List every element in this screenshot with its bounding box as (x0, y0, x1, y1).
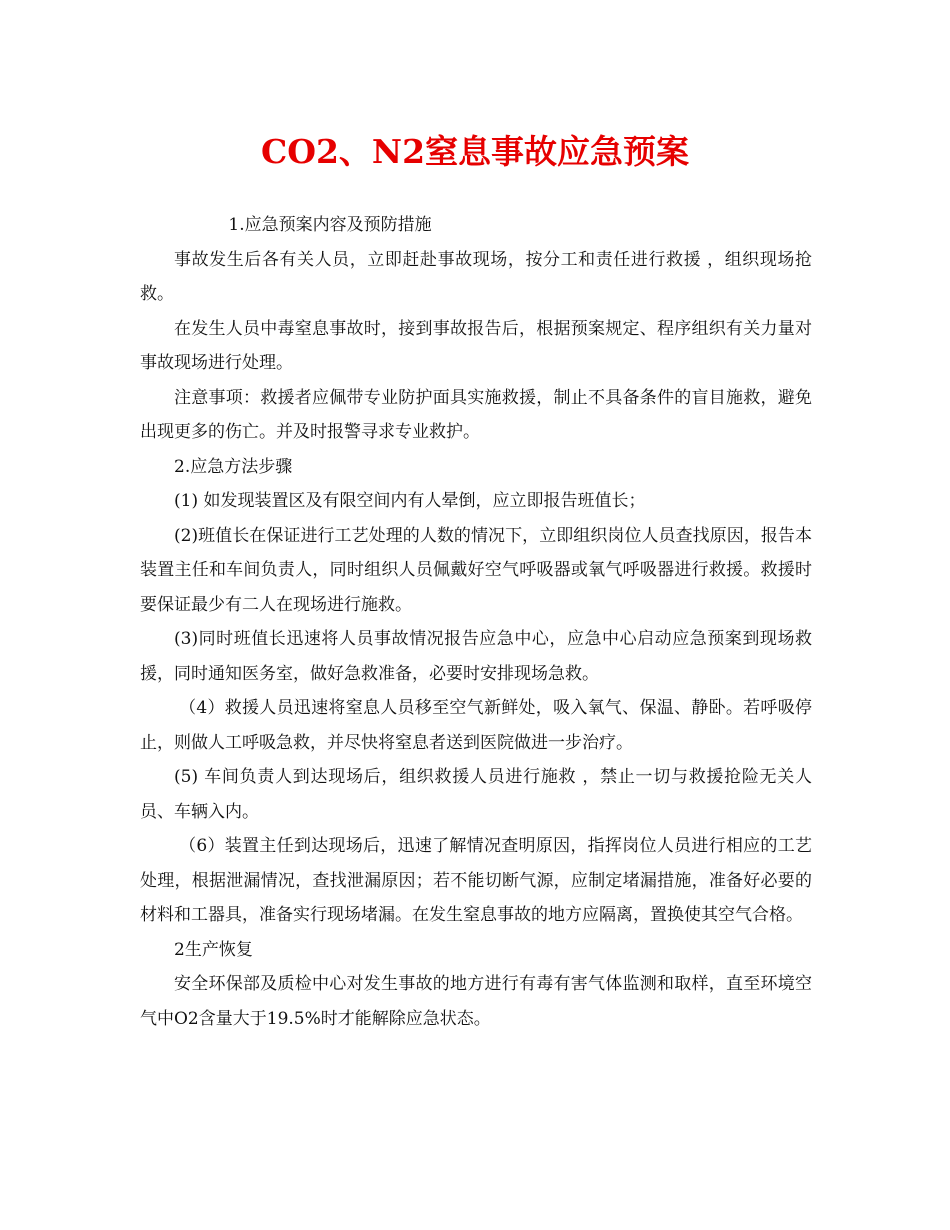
paragraph: (1) 如发现装置区及有限空间内有人晕倒，应立即报告班值长； (174, 491, 646, 511)
section-heading: 2.应急方法步骤 (174, 456, 293, 477)
paragraph: （4）救援人员迅速将窒息人员移至空气新鲜处，吸入氧气、保温、静卧。若呼吸停止，则做人工呼吸急救，并尽快将窒息者送到医院做进一步治疗。 (140, 698, 812, 753)
paragraph: 注意事项：救援者应佩带专业防护面具实施救援，制止不具备条件的盲目施救，避免出现更多的伤亡。并及时报警寻求专业救护。 (140, 387, 812, 442)
paragraph: 在发生人员中毒窒息事故时，接到事故报告后，根据预案规定、程序组织有关力量对事故现场进行处理。 (140, 318, 812, 373)
paragraph: (5) 车间负责人到达现场后，组织救援人员进行施救 ，禁止一切与救援抢险无关人员、车辆入内。 (140, 767, 812, 822)
section-heading: 2生产恢复 (174, 939, 253, 960)
paragraph: 事故发生后各有关人员，立即赶赴事故现场，按分工和责任进行救援 ，组织现场抢救。 (140, 249, 812, 304)
paragraph: 安全环保部及质检中心对发生事故的地方进行有毒有害气体监测和取样，直至环境空气中O2含量大于19.5%时才能解除应急状态。 (140, 974, 812, 1029)
paragraph: (2)班值长在保证进行工艺处理的人数的情况下，立即组织岗位人员查找原因，报告本装置主任和车间负责人，同时组织人员佩戴好空气呼吸器或氧气呼吸器进行救援。救援时要保证最少有二人在现场进行施救。 (140, 525, 812, 615)
section-heading: 1.应急预案内容及预防措施 (228, 215, 432, 235)
paragraph: （6）装置主任到达现场后，迅速了解情况查明原因，指挥岗位人员进行相应的工艺处理，根据泄漏情况，查找泄漏原因；若不能切断气源，应制定堵漏措施，准备好必要的材料和工器具，准备实行现场堵漏。在发生窒息事故的地方应隔离，置换使其空气合格。 (140, 836, 812, 925)
document-body (140, 208, 812, 1036)
document-title: CO2、N2窒息事故应急预案 (260, 132, 690, 171)
paragraph: (3)同时班值长迅速将人员事故情况报告应急中心，应急中心启动应急预案到现场救援，同时通知医务室，做好急救准备，必要时安排现场急救。 (140, 629, 812, 684)
